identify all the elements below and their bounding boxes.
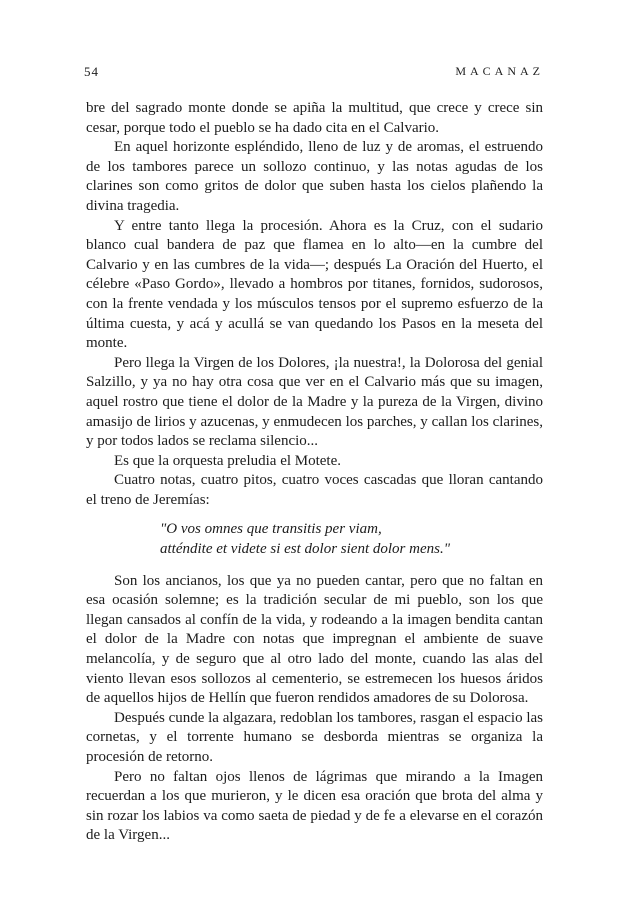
- running-title: MACANAZ: [455, 64, 544, 78]
- paragraph: Después cunde la algazara, redoblan los tambores, rasgan el espacio las cornetas, y el torrente humano se desborda mientras se organiza la procesión de retorno.: [86, 709, 543, 765]
- paragraph: Pero llega la Virgen de los Dolores, ¡la nuestra!, la Dolorosa del genial Salzillo, y ya no hay otra cosa que ver en el Calvario más que su imagen, aquel rostro que tiene el dolor de la Madre y la pureza de la Virgen, divino amasijo de lirios y azucenas, y enmudecen los parches, y callan los clarines, y por todos lados se reclama silencio...: [86, 354, 543, 450]
- paragraph: Pero no faltan ojos llenos de lágrimas que mirando a la Imagen recuerdan a los que murieron, y le dicen esa oración que brota del alma y sin rozar los labios va como saeta de piedad y de fe a elevarse en el corazón de la Virgen...: [86, 768, 543, 844]
- latin-quotation: [160, 520, 543, 559]
- paragraph: Cuatro notas, cuatro pitos, cuatro voces cascadas que lloran cantando el treno de Jeremías:: [86, 472, 543, 508]
- paragraph: Es que la orquesta preludia el Motete.: [114, 452, 342, 469]
- running-head: [84, 64, 544, 84]
- paragraph: Son los ancianos, los que ya no pueden cantar, pero que no faltan en esa ocasión solemne; es la tradición secular de mi pueblo, son los que llegan cansados al confín de la vida, y rodeando a la imagen bendita cantan el dolor de la Madre con notas que impregnan el ambiente de suave melancolía, y de seguro que al otro lado del monte, cuando las alas del viento llevan esos sollozos al cementerio, se estremecen los huesos áridos de aquellos hijos de Hellín que fueron rendidos amadores de su Dolorosa.: [86, 572, 543, 707]
- page-number: 54: [84, 64, 99, 79]
- quotation-line: atténdite et videte si est dolor sient dolor mens.": [160, 541, 451, 558]
- body-text: [86, 99, 543, 846]
- paragraph: Y entre tanto llega la procesión. Ahora es la Cruz, con el sudario blanco cual bandera de paz que flamea en lo alto—en la cumbre del Calvario y en las cumbres de la vida—; después La Oración del Huerto, el célebre «Paso Gordo», llevado a hombros por titanes, fornidos, sudorosos, con la frente vendada y los músculos tensos por el supremo esfuerzo de la última cuesta, y acá y acullá se van quedando los Pasos en la meseta del monte.: [86, 217, 543, 352]
- paragraph: En aquel horizonte espléndido, lleno de luz y de aromas, el estruendo de los tambores parece un sollozo continuo, y las notas agudas de los clarines son como gritos de dolor que suben hasta los cielos plañendo la divina tragedia.: [86, 139, 543, 214]
- paragraph-continuation: bre del sagrado monte donde se apiña la multitud, que crece y crece sin cesar, porque todo el pueblo se ha dado cita en el Calvario.: [86, 100, 543, 136]
- quotation-line: "O vos omnes que transitis per viam,: [160, 521, 382, 538]
